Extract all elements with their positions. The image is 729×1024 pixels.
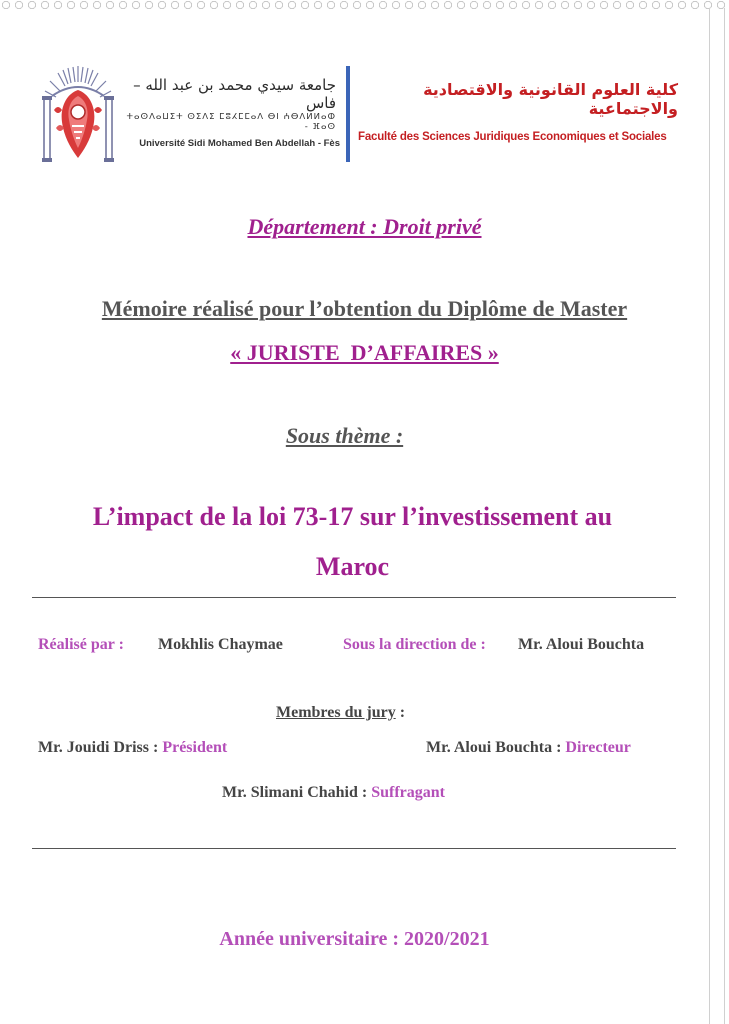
university-emblem-icon xyxy=(38,60,118,168)
memoire-line: Mémoire réalisé pour l’obtention du Diplôme de Master xyxy=(101,296,628,321)
academic-year: Année universitaire : 2020/2021 xyxy=(219,928,490,950)
thesis-title-line-1: L’impact de la loi 73-17 sur l’investissement au xyxy=(92,502,613,531)
director-name: Mr. Aloui Bouchta xyxy=(518,636,645,653)
jury-member-name: Mr. Slimani Chahid xyxy=(222,784,358,801)
divider-bottom xyxy=(32,848,676,849)
university-name-arabic: جامعة سيدي محمد بن عبد الله – فاس xyxy=(133,76,336,112)
jury-member-name: Mr. Jouidi Driss xyxy=(38,739,149,756)
jury-member xyxy=(38,739,227,757)
university-name-tifinagh: ⵜⴰⵙⴷⴰⵡⵉⵜ ⵙⵉⴷⵉ ⵎⵓⵃⵎⵎⴰⴷ ⴱⵏ ⵄⴱⴷⵍⵍⴰⵀ - ⴼⴰⵙ xyxy=(126,112,336,132)
jury-title: Membres du jury xyxy=(276,704,396,721)
thesis-title-line-2: Maroc xyxy=(315,552,390,581)
author-name: Mokhlis Chaymae xyxy=(158,636,283,653)
jury-member xyxy=(222,784,445,802)
jury-member-sep: : xyxy=(357,784,372,801)
direction-label: Sous la direction de : xyxy=(343,636,486,653)
university-name-latin: Université Sidi Mohamed Ben Abdellah - Fès xyxy=(139,138,340,149)
realise-label: Réalisé par : xyxy=(38,636,124,653)
jury-member-sep: : xyxy=(552,739,566,756)
jury-member xyxy=(426,739,631,757)
jury-member-role: Suffragant xyxy=(371,784,445,801)
jury-member-sep: : xyxy=(148,739,163,756)
faculty-name-arabic: كلية العلوم القانونية والاقتصادية والاجتماعية xyxy=(423,80,678,118)
jury-member-role: Président xyxy=(162,739,228,756)
jury-heading xyxy=(276,704,405,722)
jury-member-role: Directeur xyxy=(565,739,631,756)
jury-colon: : xyxy=(395,704,406,721)
header-divider xyxy=(346,66,350,162)
faculty-name-latin: Faculté des Sciences Juridiques Economiques et Sociales xyxy=(358,131,667,143)
sous-theme-label: Sous thème : xyxy=(285,423,404,448)
divider-top xyxy=(32,597,676,598)
master-name: « JURISTE D’AFFAIRES » xyxy=(230,340,499,365)
jury-member-name: Mr. Aloui Bouchta xyxy=(426,739,553,756)
department-heading: Département : Droit privé xyxy=(247,214,482,239)
